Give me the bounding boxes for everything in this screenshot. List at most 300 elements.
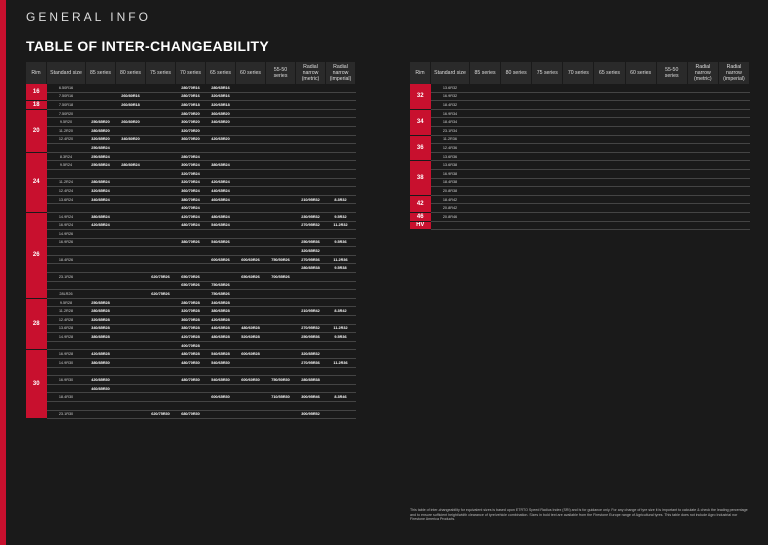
size-cell <box>625 109 656 118</box>
size-cell <box>206 384 236 393</box>
size-cell <box>326 384 356 393</box>
size-cell: 260/80R18 <box>116 101 146 110</box>
size-cell: 320/70R28 <box>176 307 206 316</box>
table-row <box>410 221 750 230</box>
size-cell <box>718 118 749 127</box>
size-cell: 12.4R28 <box>47 316 86 325</box>
size-cell <box>563 109 594 118</box>
size-cell <box>532 118 563 127</box>
size-cell <box>47 169 86 178</box>
table-row <box>26 264 356 273</box>
size-cell <box>146 144 176 153</box>
size-cell <box>86 273 116 282</box>
size-cell <box>296 281 326 290</box>
size-cell <box>116 359 146 368</box>
size-cell: 750/50R30 <box>266 376 296 385</box>
size-cell <box>594 84 625 92</box>
size-cell <box>236 126 266 135</box>
size-cell <box>206 204 236 213</box>
size-cell <box>656 204 687 213</box>
size-cell <box>146 230 176 239</box>
size-cell: 13.6R32 <box>431 84 470 92</box>
size-cell <box>116 187 146 196</box>
size-cell <box>326 341 356 350</box>
size-cell: 320/70R24 <box>176 178 206 187</box>
size-cell <box>296 367 326 376</box>
size-cell <box>470 152 501 161</box>
section-label: GENERAL INFO <box>26 10 151 24</box>
size-cell <box>146 393 176 402</box>
size-cell: 14.9R26 <box>47 230 86 239</box>
size-cell <box>236 307 266 316</box>
size-cell <box>656 187 687 196</box>
size-cell: 280/85R38 <box>296 376 326 385</box>
size-cell: 250/85R24 <box>86 161 116 170</box>
size-cell <box>594 221 625 230</box>
size-cell <box>146 238 176 247</box>
size-cell <box>236 178 266 187</box>
size-cell: 13.6R38 <box>431 161 470 170</box>
size-cell: 280/70R20 <box>176 109 206 118</box>
size-cell: 540/65R24 <box>206 221 236 230</box>
size-cell <box>116 195 146 204</box>
size-cell: 12.4R20 <box>47 135 86 144</box>
size-cell <box>176 401 206 410</box>
size-cell <box>625 118 656 127</box>
size-cell <box>116 307 146 316</box>
size-cell <box>236 290 266 299</box>
table-row <box>26 341 356 350</box>
size-cell <box>236 230 266 239</box>
size-cell <box>594 135 625 144</box>
size-cell <box>470 92 501 101</box>
size-cell <box>146 384 176 393</box>
size-cell: 9.5R36 <box>326 238 356 247</box>
size-cell: 620/75R26 <box>146 273 176 282</box>
size-cell <box>296 109 326 118</box>
size-cell <box>532 204 563 213</box>
size-cell <box>176 264 206 273</box>
size-cell <box>146 84 176 92</box>
size-cell <box>296 298 326 307</box>
size-cell <box>718 161 749 170</box>
rim-size-cell: 30 <box>26 350 47 419</box>
size-cell: 18.4R42 <box>431 195 470 204</box>
size-cell <box>656 169 687 178</box>
size-cell <box>532 221 563 230</box>
table-row <box>410 187 750 196</box>
size-cell <box>236 316 266 325</box>
size-cell <box>687 212 718 221</box>
size-cell <box>146 316 176 325</box>
size-cell <box>326 152 356 161</box>
size-cell: 420/70R24 <box>176 212 206 221</box>
size-cell <box>176 255 206 264</box>
size-cell <box>501 135 532 144</box>
size-cell <box>266 118 296 127</box>
size-cell <box>470 161 501 170</box>
size-cell: 20.8R38 <box>431 187 470 196</box>
size-cell <box>266 281 296 290</box>
size-cell <box>236 169 266 178</box>
size-cell <box>326 230 356 239</box>
size-cell <box>146 204 176 213</box>
size-cell <box>236 109 266 118</box>
size-cell <box>501 101 532 110</box>
size-cell: 620/75R30 <box>146 410 176 419</box>
size-cell <box>296 341 326 350</box>
size-cell: 270/95R32 <box>296 221 326 230</box>
size-cell <box>236 212 266 221</box>
page-title: TABLE OF INTER-CHANGEABILITY <box>26 38 270 54</box>
rim-size-cell: 36 <box>410 135 431 161</box>
size-cell: 11.2R24 <box>47 178 86 187</box>
size-cell: 8.3R32 <box>326 195 356 204</box>
size-cell: 270/95R36 <box>296 359 326 368</box>
size-cell <box>116 264 146 273</box>
size-cell: 280/85R28 <box>86 307 116 316</box>
size-cell <box>656 84 687 92</box>
size-cell <box>532 109 563 118</box>
size-cell <box>116 384 146 393</box>
size-cell: 9.5R24 <box>47 161 86 170</box>
column-header: 85 series <box>86 62 116 84</box>
size-cell <box>86 92 116 101</box>
table-row <box>26 238 356 247</box>
size-cell <box>687 92 718 101</box>
size-cell <box>146 281 176 290</box>
size-cell <box>594 187 625 196</box>
size-cell <box>236 384 266 393</box>
size-cell <box>146 298 176 307</box>
size-cell <box>236 341 266 350</box>
size-cell <box>501 187 532 196</box>
table-row <box>26 384 356 393</box>
size-cell <box>266 316 296 325</box>
header-row <box>410 62 750 84</box>
size-cell <box>86 401 116 410</box>
size-cell: 380/85R30 <box>86 359 116 368</box>
size-cell <box>563 204 594 213</box>
size-cell <box>146 161 176 170</box>
size-cell: 280/85R38 <box>296 264 326 273</box>
size-cell <box>266 144 296 153</box>
size-cell <box>470 195 501 204</box>
size-cell <box>146 367 176 376</box>
size-cell <box>86 169 116 178</box>
size-cell <box>656 126 687 135</box>
size-cell: 11.2R32 <box>326 221 356 230</box>
size-cell <box>86 264 116 273</box>
size-cell <box>116 341 146 350</box>
size-cell <box>146 350 176 359</box>
size-cell <box>116 290 146 299</box>
size-cell <box>146 169 176 178</box>
column-header: Radial narrow (metric) <box>296 62 326 84</box>
size-cell <box>116 281 146 290</box>
size-cell <box>563 195 594 204</box>
size-cell <box>176 144 206 153</box>
size-cell <box>86 109 116 118</box>
column-header: 75 series <box>146 62 176 84</box>
size-cell: 280/85R24 <box>86 178 116 187</box>
size-cell: 14.9R28 <box>47 333 86 342</box>
size-cell <box>266 126 296 135</box>
size-cell: 280/70R28 <box>176 298 206 307</box>
size-cell <box>656 109 687 118</box>
size-cell <box>563 187 594 196</box>
size-cell: 13.6R24 <box>47 195 86 204</box>
column-header: Radial narrow (imperial) <box>326 62 356 84</box>
table-row <box>410 178 750 187</box>
table-row <box>26 126 356 135</box>
size-cell <box>116 376 146 385</box>
size-cell <box>594 212 625 221</box>
size-cell <box>206 126 236 135</box>
size-cell: 280/85R20 <box>86 126 116 135</box>
size-cell <box>532 195 563 204</box>
size-cell <box>266 84 296 92</box>
size-cell <box>470 118 501 127</box>
column-header: 60 series <box>625 62 656 84</box>
size-cell <box>625 92 656 101</box>
size-cell <box>656 221 687 230</box>
size-cell <box>86 101 116 110</box>
size-cell <box>116 178 146 187</box>
size-cell <box>296 401 326 410</box>
size-cell <box>86 255 116 264</box>
size-cell: 12.4R24 <box>47 187 86 196</box>
size-cell <box>236 152 266 161</box>
size-cell: 250/85R24 <box>86 144 116 153</box>
size-cell: 250/95R36 <box>296 238 326 247</box>
size-cell <box>718 204 749 213</box>
size-cell <box>236 187 266 196</box>
size-cell <box>146 221 176 230</box>
size-cell <box>146 307 176 316</box>
size-cell: 8.3R42 <box>326 307 356 316</box>
size-cell: 280/80R24 <box>116 161 146 170</box>
size-cell <box>532 212 563 221</box>
size-cell <box>236 359 266 368</box>
size-cell: 320/70R24 <box>176 169 206 178</box>
size-cell <box>431 221 470 230</box>
size-cell <box>625 204 656 213</box>
size-cell: 270/95R32 <box>296 324 326 333</box>
size-cell: 28LR26 <box>47 290 86 299</box>
size-cell <box>532 84 563 92</box>
size-cell <box>470 109 501 118</box>
size-cell <box>470 187 501 196</box>
size-cell: 12.4R36 <box>431 144 470 153</box>
table-row <box>26 221 356 230</box>
size-cell: 700/55R26 <box>266 273 296 282</box>
size-cell <box>176 393 206 402</box>
size-cell <box>236 281 266 290</box>
size-cell <box>47 247 86 256</box>
size-cell <box>116 238 146 247</box>
size-cell <box>296 152 326 161</box>
size-cell <box>296 178 326 187</box>
column-header: 80 series <box>116 62 146 84</box>
size-cell <box>86 247 116 256</box>
size-cell: 9.5R20 <box>47 118 86 127</box>
size-cell: 600/65R26 <box>206 255 236 264</box>
size-cell: 13.6R28 <box>47 324 86 333</box>
size-cell <box>47 144 86 153</box>
size-cell <box>532 92 563 101</box>
table-row <box>410 84 750 92</box>
table-row <box>26 152 356 161</box>
size-cell <box>296 169 326 178</box>
size-cell: 320/85R28 <box>86 316 116 325</box>
table-row <box>410 195 750 204</box>
size-cell <box>206 152 236 161</box>
size-cell: 280/70R18 <box>176 101 206 110</box>
size-cell: 260/80R20 <box>116 118 146 127</box>
size-cell <box>116 367 146 376</box>
footnote: This table of inter-changeability for equivalent sizes is based upon ETRTO Speed Radius Index (SRI) and is for guidance only. For any change of tyre size it is important to calculate & check the leading percentage and to ensure sufficient height/width clearance of tyre/vehicle combination. Sizes in bold text are available from the Firestone Europe range of Agricultural tyres. This table does not include Agro Industrial nor Firestone America Products. <box>410 508 748 522</box>
size-cell: 750/65R26 <box>206 290 236 299</box>
size-cell <box>594 178 625 187</box>
size-cell: 380/65R24 <box>206 161 236 170</box>
size-cell: 380/70R24 <box>176 195 206 204</box>
table-row <box>410 152 750 161</box>
size-cell <box>266 238 296 247</box>
size-cell <box>296 126 326 135</box>
table-row <box>410 169 750 178</box>
size-cell <box>146 126 176 135</box>
size-cell <box>47 384 86 393</box>
size-cell: 380/65R28 <box>206 307 236 316</box>
size-cell: 18.4R32 <box>431 101 470 110</box>
size-cell <box>116 273 146 282</box>
table-row <box>26 118 356 127</box>
column-header: 65 series <box>594 62 625 84</box>
size-cell <box>47 341 86 350</box>
size-cell <box>501 161 532 170</box>
size-cell <box>47 401 86 410</box>
size-cell <box>236 84 266 92</box>
size-cell <box>236 101 266 110</box>
table-row <box>26 401 356 410</box>
rim-size-cell: 28 <box>26 298 47 350</box>
size-cell <box>501 212 532 221</box>
size-cell <box>656 144 687 153</box>
table-row <box>410 161 750 170</box>
size-cell <box>687 195 718 204</box>
size-cell <box>501 221 532 230</box>
size-cell <box>326 281 356 290</box>
size-cell: 300/95R46 <box>296 393 326 402</box>
size-cell: 600/60R30 <box>236 376 266 385</box>
size-cell <box>146 333 176 342</box>
size-cell <box>266 324 296 333</box>
size-cell <box>86 367 116 376</box>
size-cell <box>326 350 356 359</box>
table-row <box>26 255 356 264</box>
size-cell: 9.5R32 <box>326 212 356 221</box>
size-cell <box>718 195 749 204</box>
size-cell <box>146 195 176 204</box>
table-row <box>26 195 356 204</box>
size-cell <box>594 126 625 135</box>
size-cell <box>470 212 501 221</box>
rim-size-cell: 34 <box>410 109 431 135</box>
size-cell: 16.9R28 <box>47 350 86 359</box>
table-row <box>26 84 356 92</box>
size-cell <box>656 161 687 170</box>
size-cell <box>687 84 718 92</box>
size-cell <box>470 126 501 135</box>
size-cell <box>594 204 625 213</box>
size-cell: 340/65R20 <box>206 118 236 127</box>
size-cell: 380/85R28 <box>86 333 116 342</box>
column-header: 70 series <box>176 62 206 84</box>
size-cell <box>718 152 749 161</box>
size-cell: 340/85R28 <box>86 324 116 333</box>
table-row <box>26 247 356 256</box>
size-cell <box>266 92 296 101</box>
size-cell <box>47 204 86 213</box>
size-cell: 280/70R24 <box>176 152 206 161</box>
size-cell <box>146 118 176 127</box>
column-header: 70 series <box>563 62 594 84</box>
size-cell <box>116 144 146 153</box>
size-cell <box>718 101 749 110</box>
size-cell: 420/85R24 <box>86 221 116 230</box>
table-row <box>410 126 750 135</box>
size-cell <box>532 135 563 144</box>
size-cell <box>326 204 356 213</box>
size-cell: 16.9R34 <box>431 109 470 118</box>
table-row <box>26 281 356 290</box>
size-cell <box>656 152 687 161</box>
column-header: 55-50 series <box>266 62 296 84</box>
size-cell: 210/95R42 <box>296 307 326 316</box>
size-cell: 360/70R28 <box>176 316 206 325</box>
size-cell <box>176 290 206 299</box>
size-cell <box>236 264 266 273</box>
size-cell <box>326 367 356 376</box>
table-row <box>410 212 750 221</box>
rim-size-cell: HV <box>410 221 431 230</box>
size-cell <box>296 144 326 153</box>
size-cell: 380/70R28 <box>176 324 206 333</box>
size-cell <box>266 212 296 221</box>
size-cell <box>266 204 296 213</box>
size-cell <box>266 187 296 196</box>
size-cell <box>501 126 532 135</box>
size-cell <box>501 169 532 178</box>
size-cell: 750/65R26 <box>206 281 236 290</box>
size-cell <box>206 144 236 153</box>
size-cell <box>266 247 296 256</box>
size-cell: 320/85R32 <box>296 247 326 256</box>
size-cell <box>47 281 86 290</box>
rim-size-cell: 42 <box>410 195 431 212</box>
size-cell: 480/70R28 <box>176 350 206 359</box>
size-cell: 340/85R24 <box>86 195 116 204</box>
size-cell: 20.8R42 <box>431 204 470 213</box>
size-cell <box>718 221 749 230</box>
size-cell <box>687 187 718 196</box>
size-cell: 650/60R26 <box>236 273 266 282</box>
size-cell <box>266 230 296 239</box>
table-row <box>410 118 750 127</box>
size-cell <box>296 135 326 144</box>
size-cell <box>206 410 236 419</box>
